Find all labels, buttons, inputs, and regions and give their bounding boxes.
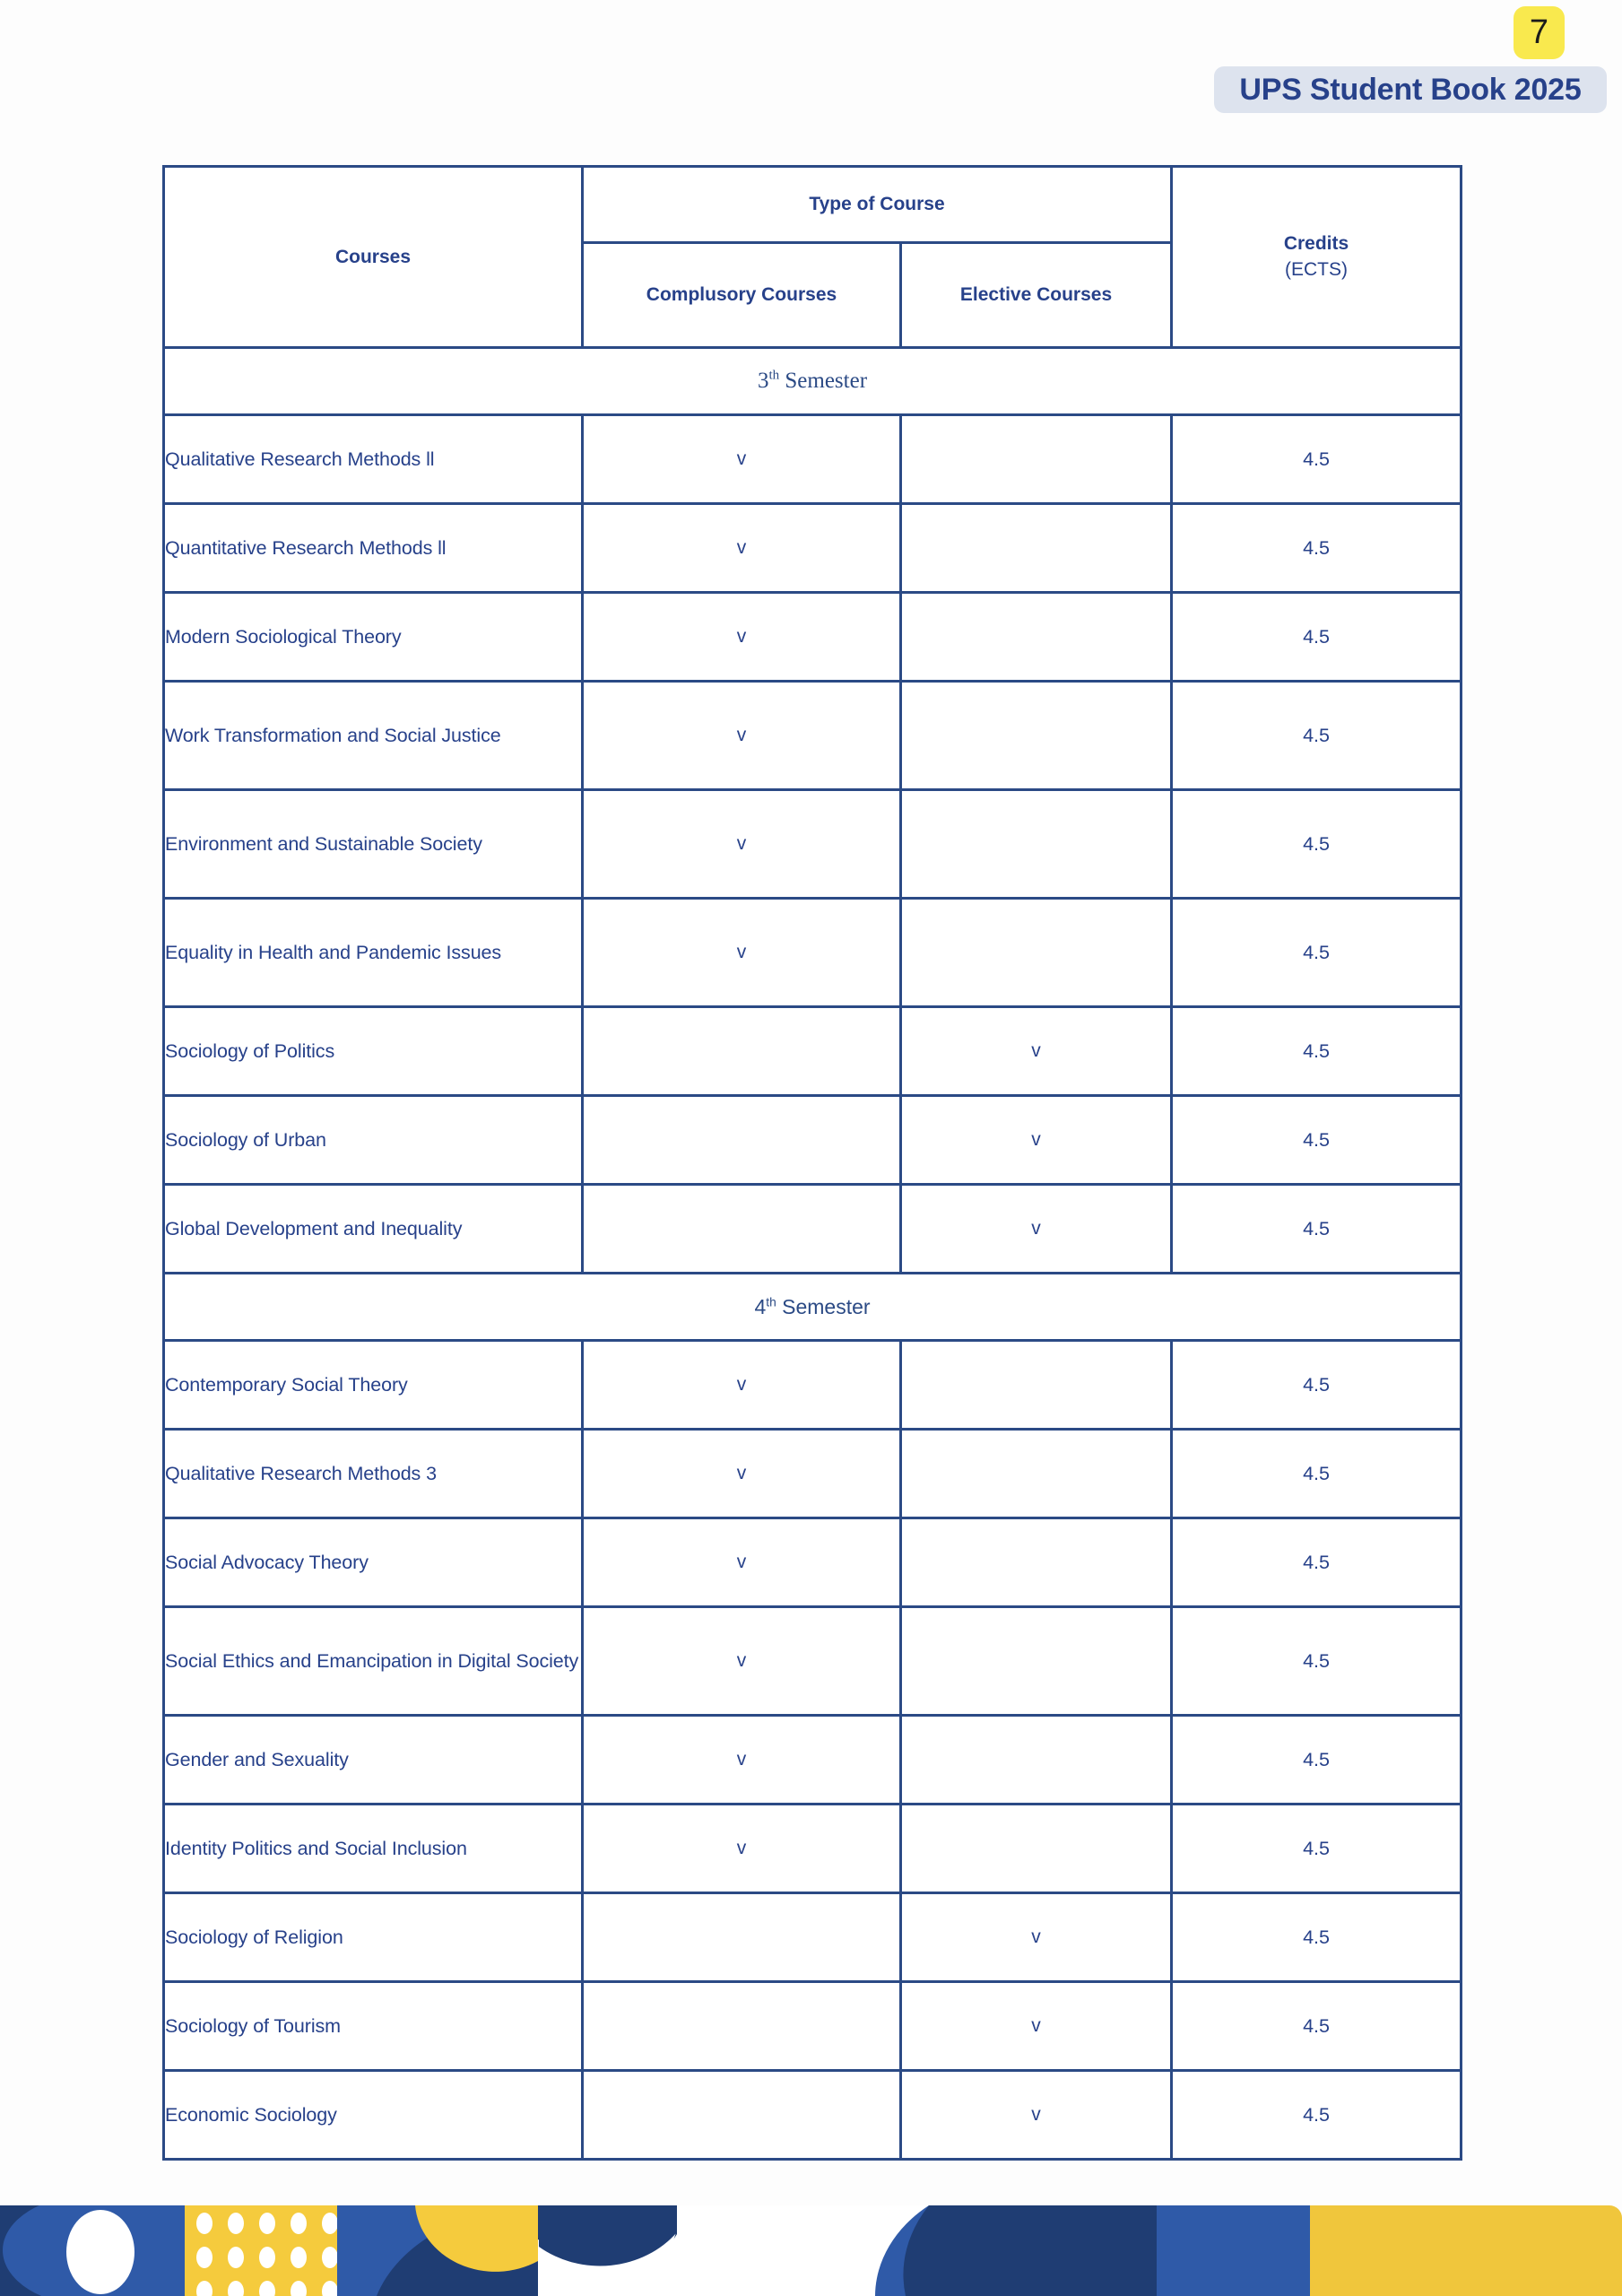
course-name-cell: Equality in Health and Pandemic Issues [164, 899, 583, 1007]
semester-label [164, 1274, 1462, 1341]
course-name-cell: Quantitative Research Methods ll [164, 504, 583, 593]
credits-cell: 4.5 [1172, 899, 1462, 1007]
table-row [164, 1185, 1462, 1274]
table-row [164, 1518, 1462, 1607]
credits-cell: 4.5 [1172, 1185, 1462, 1274]
elective-mark-cell [901, 1518, 1172, 1607]
compulsory-mark-cell: v [583, 1805, 901, 1893]
elective-mark-cell [901, 790, 1172, 899]
footer-decoration-graphic [0, 2193, 1622, 2296]
course-name-cell: Sociology of Urban [164, 1096, 583, 1185]
elective-mark-cell: v [901, 1185, 1172, 1274]
table-row [164, 1607, 1462, 1716]
course-name-cell: Sociology of Religion [164, 1893, 583, 1982]
semester-word: Semester [776, 1294, 871, 1318]
course-name-cell: Gender and Sexuality [164, 1716, 583, 1805]
compulsory-mark-cell [583, 1185, 901, 1274]
elective-mark-cell: v [901, 2071, 1172, 2160]
table-row [164, 2071, 1462, 2160]
column-header-elective-courses: Elective Courses [901, 243, 1172, 348]
compulsory-mark-cell: v [583, 790, 901, 899]
header-title-pill [1214, 66, 1607, 113]
elective-mark-cell [901, 1341, 1172, 1430]
column-header-credits-main: Credits [1283, 233, 1349, 255]
column-header-credits-sub: (ECTS) [1285, 258, 1349, 280]
table-row [164, 593, 1462, 682]
credits-cell: 4.5 [1172, 682, 1462, 790]
semester-number: 4 [754, 1294, 767, 1318]
course-name-cell: Identity Politics and Social Inclusion [164, 1805, 583, 1893]
course-name-cell: Global Development and Inequality [164, 1185, 583, 1274]
credits-cell: 4.5 [1172, 1716, 1462, 1805]
semester-number: 3 [757, 369, 769, 393]
credits-cell: 4.5 [1172, 1607, 1462, 1716]
table-row [164, 899, 1462, 1007]
table-row [164, 682, 1462, 790]
table-row [164, 790, 1462, 899]
column-header-courses: Courses [164, 167, 583, 348]
credits-cell: 4.5 [1172, 415, 1462, 504]
credits-cell: 4.5 [1172, 1982, 1462, 2071]
page-number-badge: 7 [1514, 6, 1565, 59]
compulsory-mark-cell: v [583, 1341, 901, 1430]
compulsory-mark-cell: v [583, 899, 901, 1007]
compulsory-mark-cell: v [583, 1430, 901, 1518]
course-name-cell: Social Advocacy Theory [164, 1518, 583, 1607]
elective-mark-cell: v [901, 1007, 1172, 1096]
compulsory-mark-cell [583, 2071, 901, 2160]
credits-cell: 4.5 [1172, 1341, 1462, 1430]
table-row [164, 504, 1462, 593]
course-table-container [162, 165, 1460, 2161]
footer-decoration [0, 2193, 1622, 2296]
elective-mark-cell: v [901, 1096, 1172, 1185]
credits-cell: 4.5 [1172, 504, 1462, 593]
table-row [164, 1096, 1462, 1185]
table-row [164, 1430, 1462, 1518]
page-header [0, 0, 1622, 130]
compulsory-mark-cell: v [583, 1607, 901, 1716]
semester-ordinal-suffix: th [766, 1294, 776, 1309]
elective-mark-cell [901, 899, 1172, 1007]
credits-cell: 4.5 [1172, 1805, 1462, 1893]
table-row [164, 1805, 1462, 1893]
table-header [164, 167, 1462, 348]
column-header-credits [1172, 167, 1462, 348]
elective-mark-cell: v [901, 1982, 1172, 2071]
compulsory-mark-cell: v [583, 504, 901, 593]
credits-cell: 4.5 [1172, 1430, 1462, 1518]
table-row [164, 1341, 1462, 1430]
compulsory-mark-cell: v [583, 593, 901, 682]
course-name-cell: Modern Sociological Theory [164, 593, 583, 682]
credits-cell: 4.5 [1172, 1893, 1462, 1982]
elective-mark-cell: v [901, 1893, 1172, 1982]
table-row [164, 1716, 1462, 1805]
semester-label [164, 348, 1462, 415]
elective-mark-cell [901, 682, 1172, 790]
elective-mark-cell [901, 1716, 1172, 1805]
course-name-cell: Social Ethics and Emancipation in Digital Society [164, 1607, 583, 1716]
course-name-cell: Economic Sociology [164, 2071, 583, 2160]
elective-mark-cell [901, 1430, 1172, 1518]
elective-mark-cell [901, 504, 1172, 593]
elective-mark-cell [901, 1805, 1172, 1893]
course-name-cell: Sociology of Tourism [164, 1982, 583, 2071]
compulsory-mark-cell [583, 1893, 901, 1982]
table-row [164, 1982, 1462, 2071]
column-header-compulsory-courses: Complusory Courses [583, 243, 901, 348]
course-name-cell: Contemporary Social Theory [164, 1341, 583, 1430]
credits-cell: 4.5 [1172, 1007, 1462, 1096]
table-row [164, 1893, 1462, 1982]
course-name-cell: Work Transformation and Social Justice [164, 682, 583, 790]
table-body [164, 348, 1462, 2160]
course-name-cell: Qualitative Research Methods 3 [164, 1430, 583, 1518]
semester-separator-row [164, 1274, 1462, 1341]
compulsory-mark-cell: v [583, 682, 901, 790]
compulsory-mark-cell: v [583, 1518, 901, 1607]
semester-separator-row [164, 348, 1462, 415]
compulsory-mark-cell: v [583, 415, 901, 504]
elective-mark-cell [901, 593, 1172, 682]
elective-mark-cell [901, 415, 1172, 504]
table-row [164, 1007, 1462, 1096]
elective-mark-cell [901, 1607, 1172, 1716]
credits-cell: 4.5 [1172, 593, 1462, 682]
compulsory-mark-cell: v [583, 1716, 901, 1805]
header-title: UPS Student Book 2025 [1239, 72, 1582, 107]
compulsory-mark-cell [583, 1096, 901, 1185]
compulsory-mark-cell [583, 1982, 901, 2071]
credits-cell: 4.5 [1172, 1096, 1462, 1185]
course-name-cell: Sociology of Politics [164, 1007, 583, 1096]
course-name-cell: Qualitative Research Methods ll [164, 415, 583, 504]
course-name-cell: Environment and Sustainable Society [164, 790, 583, 899]
semester-word: Semester [779, 369, 868, 393]
semester-ordinal-suffix: th [768, 368, 780, 383]
column-header-type-of-course: Type of Course [583, 167, 1172, 243]
table-header-row-1 [164, 167, 1462, 243]
table-row [164, 415, 1462, 504]
credits-cell: 4.5 [1172, 2071, 1462, 2160]
credits-cell: 4.5 [1172, 790, 1462, 899]
compulsory-mark-cell [583, 1007, 901, 1096]
credits-cell: 4.5 [1172, 1518, 1462, 1607]
course-table [162, 165, 1462, 2161]
